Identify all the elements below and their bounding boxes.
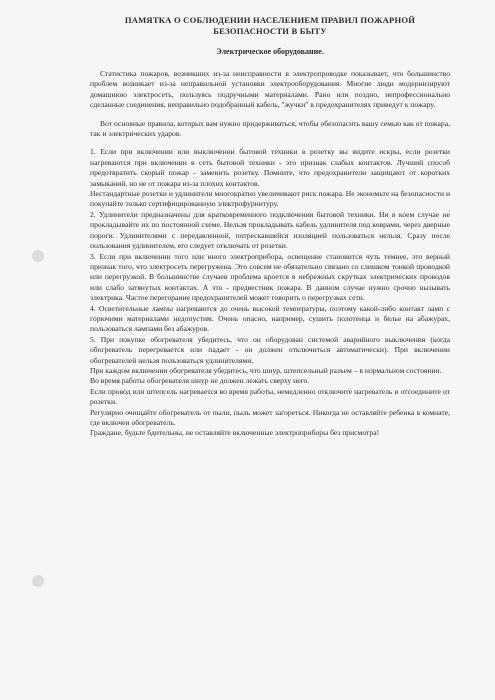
rule-item-2: 2. Удлинители предназначены для кратковременного подключения бытовой техники. Ни в коем случае не прокладывайте их по постоянной схеме. Нельзя прокладывать кабель удлинителя под коврами, через дверные пороги. Удлинителями с передавленной, потрескавшейся изоляцией пользоваться нельзя. Сразу после пользования удлинителем, его следует отключать от розетки. bbox=[90, 209, 450, 251]
section-subtitle: Электрическое оборудование. bbox=[216, 47, 324, 56]
rule-item-5-note-3: Если провод или штепсель нагревается во время работы, немедленно отключите нагреватель и отсоедините от розетки. bbox=[90, 386, 450, 407]
intro-paragraph: Статистика пожаров, возникших из-за неисправности в электропроводке показывает, что большинство проблем возникает из-за неправильной установки электрооборудования. Многие люди модернизируют домашнюю электросеть, пользуясь подручными материалами. Рано или поздно, непрофессионально сделанные соединения, неправильно подобранный кабель, "жучки" в предохранителях приведут к пожару. bbox=[90, 69, 450, 110]
title-line-2: БЕЗОПАСНОСТИ В БЫТУ bbox=[213, 26, 327, 36]
closing-paragraph: Граждане, будьте бдительны, не оставляйте включенные электроприборы без присмотра! bbox=[90, 428, 380, 438]
document-title bbox=[90, 15, 450, 37]
title-line-1: ПАМЯТКА О СОБЛЮДЕНИИ НАСЕЛЕНИЕМ ПРАВИЛ ПОЖАРНОЙ bbox=[124, 15, 416, 25]
punch-hole-mark bbox=[32, 250, 44, 262]
rule-item-5-note-1: При каждом включении обогревателя убедитесь, что шнур, штепсельный разъем – в нормальном состоянии. bbox=[90, 365, 442, 375]
punch-hole-mark bbox=[32, 575, 44, 587]
rule-item-5-note-4: Регулярно очищайте обогреватель от пыли, пыль может загореться. Никогда не оставляйте ребенка в комнате, где включен обогреватель. bbox=[90, 407, 450, 427]
rule-item-1: 1. Если при включении или выключении бытовой техники в розетку вы видите искры, если розетки нагреваются при включении в сеть бытовой техники - это признак слабых контактов. Лучший способ предотвратить скорый пожар - заменить розетку. Помните, что предохранители защищают от коротких замыканий, но не от пожара из-за плохих контактов. bbox=[90, 147, 450, 188]
rules-intro-paragraph: Вот основные правила, которых вам нужно придерживаться, чтобы обезопасить вашу семью как от пожара, так и электрических ударов. bbox=[90, 118, 450, 139]
rule-item-4: 4. Осветительные лампы нагреваются до очень высокой температуры, поэтому какой-либо контакт ламп с горючими материалами недопустим. Очень опасно, например, сушить полотенца и белье на абажурах, пользоваться лампами без абажуров. bbox=[90, 303, 450, 334]
rule-item-3: 3. Если при включении того или иного электроприбора, освещение становится чуть темнее, это верный признак того, что электросеть перегружена. Это совсем не обязательно связано со слишком тонкой проводкой или перегрузкой. В большинстве случаев проблема кроется в небрежных скрутках электрических проводов или слабо затянутых контактах. А это - предвестник пожара. В данном случае нужно срочно вызывать электрика. Частое перегорание предохранителей может говорить о перегрузках сети. bbox=[90, 251, 450, 303]
rule-item-5-note-2: Во время работы обогревателя шнур не должен лежать сверху него. bbox=[90, 376, 310, 386]
rule-item-1-continued: Нестандартные розетки и удлинители многократно увеличивают риск пожара. Не экономьте на безопасности и покупайте только сертифицированную электрофурнитуру. bbox=[90, 189, 451, 209]
rule-item-5: 5. При покупке обогревателя убедитесь, что он оборудован системой аварийного выключения (когда обогреватель перегревается или падает - он должен отключиться автоматически). При включении обогревателей нельзя пользоваться удлинителями. bbox=[90, 334, 450, 365]
